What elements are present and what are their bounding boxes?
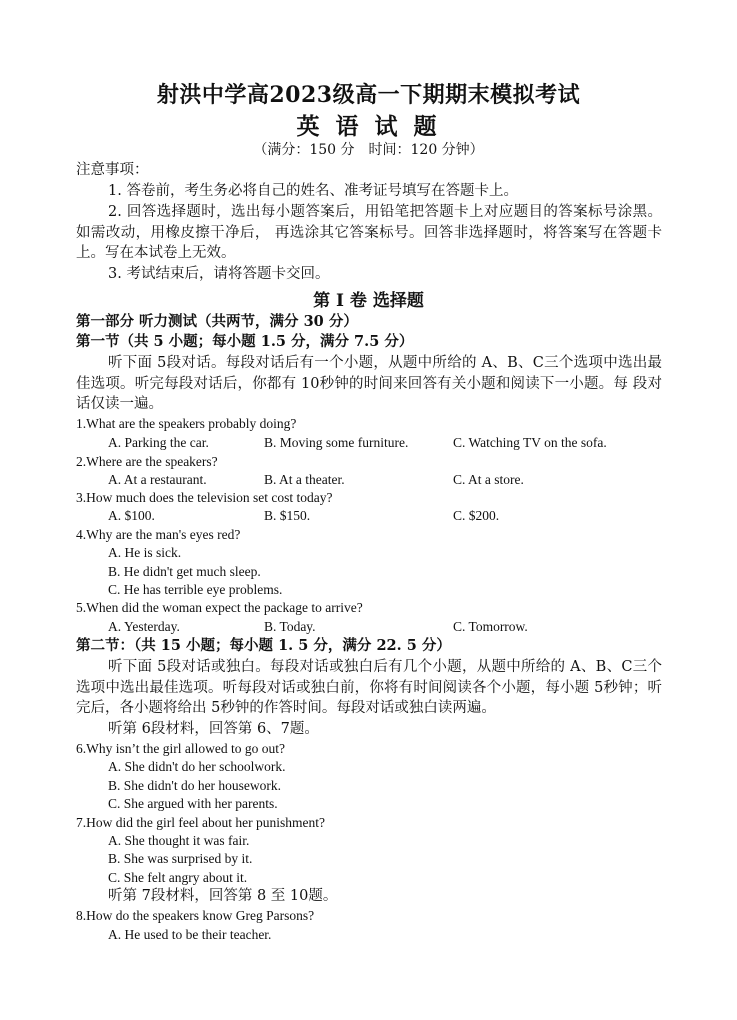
question-3: 3.How much does the television set cost today?: [76, 490, 333, 505]
notice-item-3: 3. 考试结束后，请将答题卡交回。: [108, 266, 330, 282]
notice-item-1: 1. 答卷前，考生务必将自己的姓名、准考证号填写在答题卡上。: [108, 183, 518, 199]
q1-option-b: B. Moving some furniture.: [264, 435, 409, 450]
q7-option-c: C. She felt angry about it.: [108, 870, 248, 885]
exam-subtitle: 英 语 试 题: [296, 113, 441, 140]
q1-option-c: C. Watching TV on the sofa.: [453, 435, 607, 450]
part1-heading: 第一部分 听力测试（共两节，满分 30 分）: [76, 313, 358, 330]
q5-option-c: C. Tomorrow.: [453, 619, 528, 634]
q4-option-c: C. He has terrible eye problems.: [108, 582, 283, 597]
exam-title: 射洪中学高2023级高一下期期末模拟考试: [156, 82, 581, 108]
material-6-note: 听第 6段材料，回答第 6、7题。: [108, 721, 319, 737]
material-7-note: 听第 7段材料，回答第 8 至 10题。: [108, 888, 338, 904]
question-6: 6.Why isn’t the girl allowed to go out?: [76, 741, 285, 756]
section2-instructions: 听下面 5段对话或独白。每段对话或独白后有几个小题，从题中所给的 A、B、C三个选项中选出最佳选项。听每段对话或独白前，你将有时间阅读各个小题，每小题 5秒钟；听完后，各小题将给出 5秒钟的作答时间。每段对话或独白读两遍。: [76, 659, 662, 716]
question-2: 2.Where are the speakers?: [76, 454, 218, 469]
question-5: 5.When did the woman expect the package to arrive?: [76, 600, 363, 615]
exam-meta: （满分：150 分 时间：120 分钟）: [253, 142, 484, 158]
q6-option-b: B. She didn't do her housework.: [108, 778, 282, 793]
question-7: 7.How did the girl feel about her punishment?: [76, 815, 325, 830]
volume-title: 第 I 卷 选择题: [313, 291, 424, 311]
notice-item-2: 2. 回答选择题时，选出每小题答案后，用铅笔把答题卡上对应题目的答案标号涂黑。如需改动，用橡皮擦干净后， 再选涂其它答案标号。回答非选择题时，将答案写在答题卡上。写在本试卷上无效。: [76, 204, 662, 261]
question-4: 4.Why are the man's eyes red?: [76, 527, 241, 542]
q2-option-c: C. At a store.: [453, 472, 524, 487]
q3-option-a: A. $100.: [108, 508, 155, 523]
q2-option-b: B. At a theater.: [264, 472, 345, 487]
notice-heading: 注意事项：: [76, 162, 149, 178]
q3-option-b: B. $150.: [264, 508, 311, 523]
q1-option-a: A. Parking the car.: [108, 435, 209, 450]
q3-option-c: C. $200.: [453, 508, 500, 523]
q7-option-b: B. She was surprised by it.: [108, 851, 253, 866]
q7-option-a: A. She thought it was fair.: [108, 833, 250, 848]
section1-instructions: 听下面 5段对话。每段对话后有一个小题，从题中所给的 A、B、C三个选项中选出最佳选项。听完每段对话后，你都有 10秒钟的时间来回答有关小题和阅读下一小题。每 段对话仅读一遍。: [76, 355, 662, 412]
q4-option-a: A. He is sick.: [108, 545, 182, 560]
q6-option-c: C. She argued with her parents.: [108, 796, 278, 811]
section1-heading: 第一节（共 5 小题；每小题 1.5 分，满分 7.5 分）: [76, 333, 414, 350]
q2-option-a: A. At a restaurant.: [108, 472, 207, 487]
q8-option-a: A. He used to be their teacher.: [108, 927, 272, 942]
q6-option-a: A. She didn't do her schoolwork.: [108, 759, 286, 774]
q5-option-b: B. Today.: [264, 619, 316, 634]
q4-option-b: B. He didn't get much sleep.: [108, 564, 261, 579]
section2-heading: 第二节：（共 15 小题；每小题 1. 5 分，满分 22. 5 分）: [76, 637, 451, 654]
question-1: 1.What are the speakers probably doing?: [76, 416, 297, 431]
question-8: 8.How do the speakers know Greg Parsons?: [76, 908, 315, 923]
q5-option-a: A. Yesterday.: [108, 619, 180, 634]
